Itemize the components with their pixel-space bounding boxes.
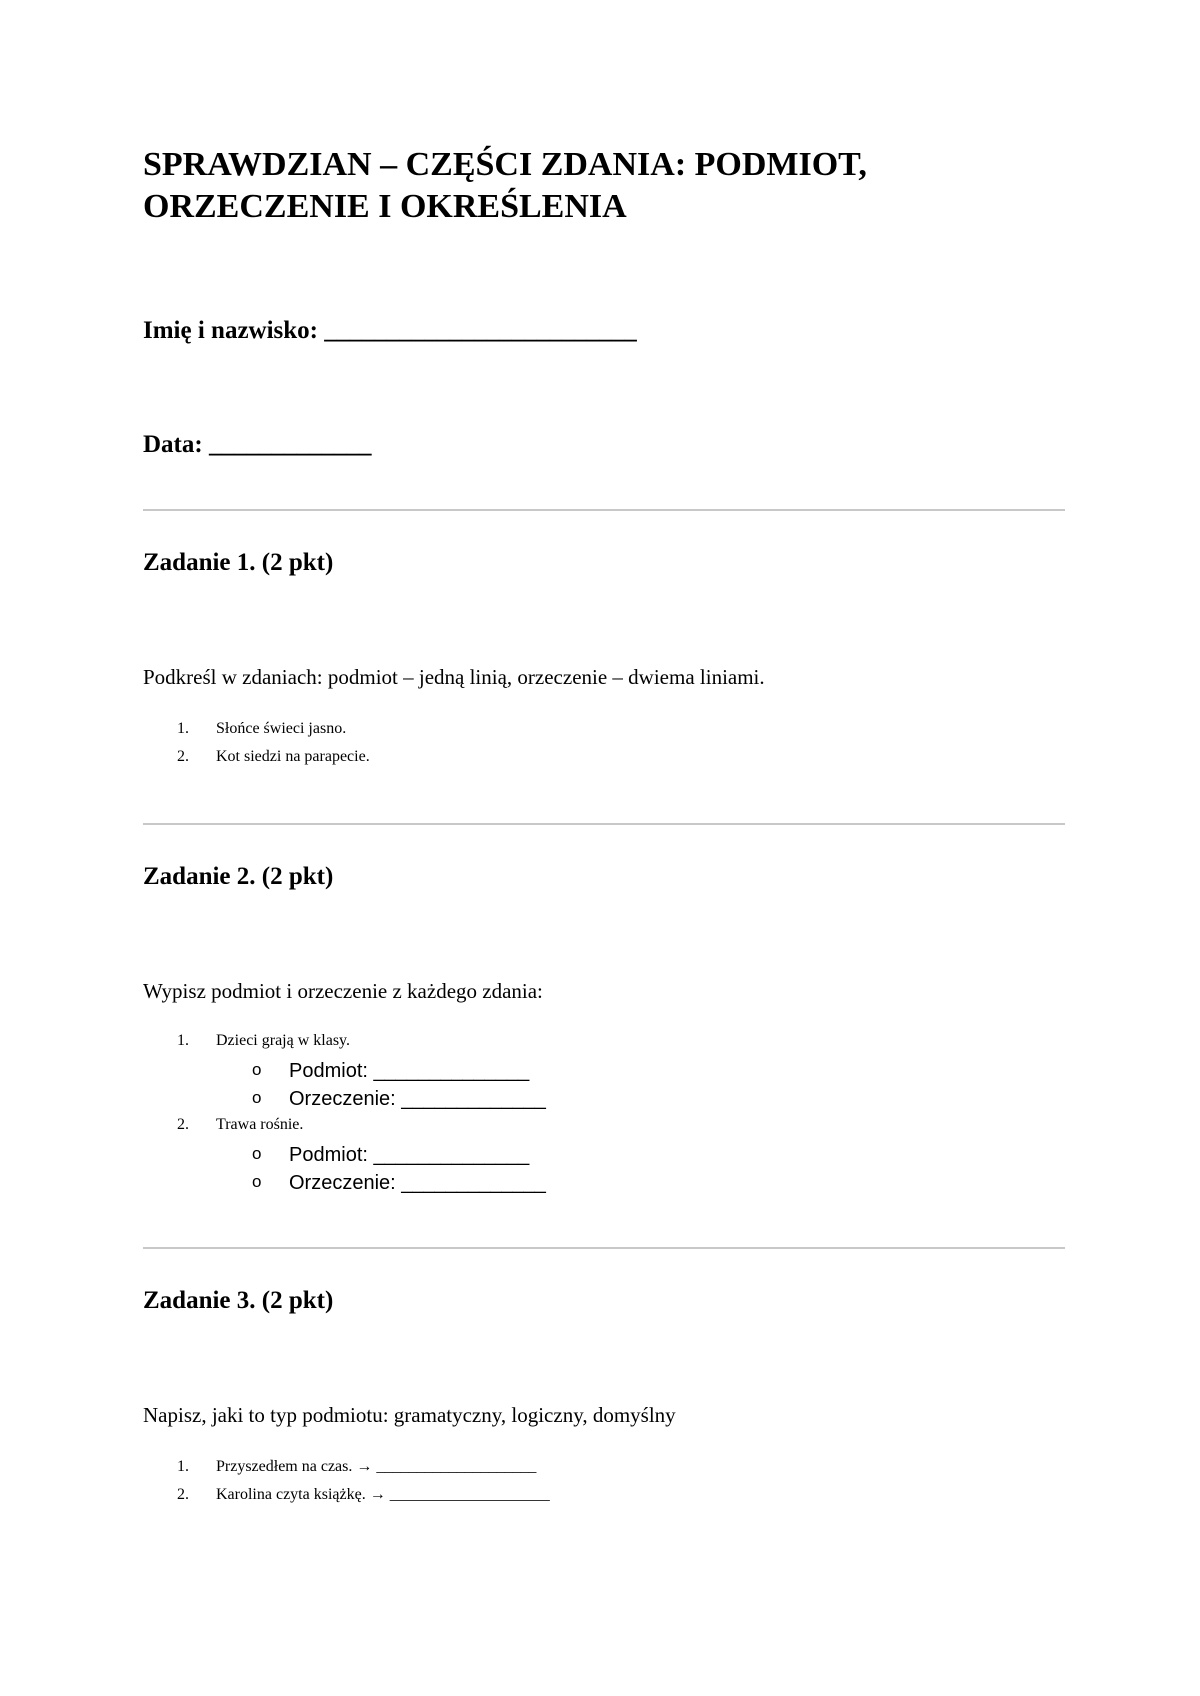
item-number: 1. bbox=[177, 1458, 189, 1475]
item-text: Karolina czyta książkę. → ____________________ bbox=[216, 1486, 550, 1503]
divider bbox=[143, 823, 1065, 825]
name-field: Imię i nazwisko: _________________________ bbox=[143, 317, 637, 344]
list-item bbox=[143, 748, 1043, 776]
task-heading: Zadanie 2. (2 pkt) bbox=[143, 863, 334, 890]
item-number: 2. bbox=[177, 1116, 189, 1133]
list-item bbox=[143, 1116, 1043, 1144]
task-heading: Zadanie 3. (2 pkt) bbox=[143, 1287, 334, 1314]
item-text: Kot siedzi na parapecie. bbox=[216, 748, 370, 765]
item-text: Słońce świeci jasno. bbox=[216, 720, 347, 737]
sub-item-text: Orzeczenie: _____________ bbox=[289, 1172, 546, 1194]
item-number: 2. bbox=[177, 748, 189, 765]
circle-bullet-icon: o bbox=[252, 1088, 262, 1107]
divider bbox=[143, 509, 1065, 511]
sub-list-item bbox=[143, 1060, 1043, 1088]
list-item bbox=[143, 1458, 1043, 1486]
date-field: Data: _____________ bbox=[143, 431, 372, 458]
item-number: 2. bbox=[177, 1486, 189, 1503]
task-instruction: Napisz, jaki to typ podmiotu: gramatyczny, logiczny, domyślny bbox=[143, 1403, 676, 1427]
sub-list-item bbox=[143, 1172, 1043, 1200]
item-text: Dzieci grają w klasy. bbox=[216, 1032, 351, 1049]
sub-list-item bbox=[143, 1088, 1043, 1116]
task-instruction: Wypisz podmiot i orzeczenie z każdego zdania: bbox=[143, 979, 543, 1003]
item-number: 1. bbox=[177, 1032, 189, 1049]
sub-item-text: Podmiot: ______________ bbox=[289, 1060, 530, 1082]
list-item bbox=[143, 1032, 1043, 1060]
circle-bullet-icon: o bbox=[252, 1060, 262, 1079]
divider bbox=[143, 1247, 1065, 1249]
sub-item-text: Orzeczenie: _____________ bbox=[289, 1088, 546, 1110]
item-text: Przyszedłem na czas. → ____________________ bbox=[216, 1458, 537, 1475]
circle-bullet-icon: o bbox=[252, 1144, 262, 1163]
sub-list-item bbox=[143, 1144, 1043, 1172]
item-number: 1. bbox=[177, 720, 189, 737]
list-item bbox=[143, 720, 1043, 748]
item-text: Trawa rośnie. bbox=[216, 1116, 304, 1133]
list-item bbox=[143, 1486, 1043, 1514]
sub-item-text: Podmiot: ______________ bbox=[289, 1144, 530, 1166]
circle-bullet-icon: o bbox=[252, 1172, 262, 1191]
task-heading: Zadanie 1. (2 pkt) bbox=[143, 549, 334, 576]
page-title: SPRAWDZIAN – CZĘŚCI ZDANIA: PODMIOT, ORZECZENIE I OKREŚLENIA bbox=[143, 146, 867, 225]
task-instruction: Podkreśl w zdaniach: podmiot – jedną linią, orzeczenie – dwiema liniami. bbox=[143, 665, 765, 689]
